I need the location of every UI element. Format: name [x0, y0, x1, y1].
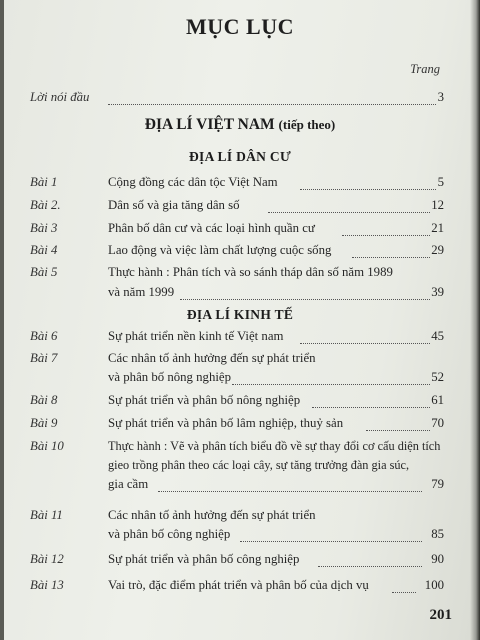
dot-leader	[318, 566, 422, 567]
toc-title: Cộng đồng các dân tộc Việt Nam	[108, 175, 278, 189]
toc-page: 61	[431, 393, 444, 407]
page-number: 201	[429, 607, 452, 623]
toc-entry	[0, 578, 480, 596]
dot-leader	[392, 592, 416, 593]
toc-label: Bài 13	[30, 578, 64, 592]
toc-label: Bài 2.	[30, 198, 61, 212]
dot-leader	[312, 407, 430, 408]
dot-leader	[180, 299, 430, 300]
toc-title-line2: gieo trồng phân theo các loại cây, sự tăng trưởng đàn gia súc,	[108, 458, 410, 472]
toc-page: 12	[431, 198, 444, 212]
dot-leader	[300, 343, 430, 344]
toc-page: 21	[431, 221, 444, 235]
toc-entry	[0, 175, 480, 193]
toc-label: Bài 12	[30, 552, 64, 566]
toc-title-line1: Các nhân tố ảnh hưởng đến sự phát triển	[108, 508, 316, 522]
toc-label: Bài 4	[30, 243, 58, 257]
toc-label: Bài 7	[30, 351, 58, 365]
toc-entry-continuation	[0, 477, 480, 495]
toc-page: 100	[424, 578, 444, 592]
toc-title: gia cầm	[108, 477, 149, 491]
toc-label: Bài 1	[30, 175, 58, 189]
toc-title: và phân bố nông nghiệp	[108, 370, 231, 384]
dot-leader	[232, 384, 430, 385]
toc-label: Bài 6	[30, 329, 58, 343]
toc-page: 39	[431, 285, 444, 299]
toc-title: và năm 1999	[108, 285, 175, 299]
toc-entry-continuation	[0, 458, 480, 476]
toc-page: 29	[431, 243, 444, 257]
section-heading-main-suffix: (tiếp theo)	[278, 117, 336, 132]
toc-page: 52	[431, 370, 444, 384]
toc-entry	[0, 243, 480, 261]
toc-title: Sự phát triển và phân bố lâm nghiệp, thuỷ sản	[108, 416, 344, 430]
toc-title: Phân bố dân cư và các loại hình quần cư	[108, 221, 315, 235]
toc-entry-continuation	[0, 527, 480, 545]
toc-entry	[0, 552, 480, 570]
dot-leader	[158, 491, 422, 492]
section-heading-population: ĐỊA LÍ DÂN CƯ	[188, 149, 292, 164]
toc-page: 5	[437, 175, 444, 189]
section-heading-main	[0, 116, 480, 134]
toc-title: Lao động và việc làm chất lượng cuộc sống	[108, 243, 332, 257]
toc-title-line1: Thực hành : Vẽ và phân tích biểu đồ về sự thay đổi cơ cấu diện tích	[108, 439, 441, 453]
toc-entry-continuation	[0, 285, 480, 303]
toc-title-line1: Thực hành : Phân tích và so sánh tháp dân số năm 1989	[108, 265, 393, 279]
toc-entry-continuation	[0, 370, 480, 388]
toc-title: và phân bố công nghiệp	[108, 527, 231, 541]
dot-leader	[352, 257, 430, 258]
dot-leader	[108, 104, 436, 105]
toc-label: Bài 9	[30, 416, 58, 430]
section-heading-economy: ĐỊA LÍ KINH TẾ	[186, 307, 294, 322]
toc-page: 85	[431, 527, 444, 541]
toc-label: Bài 8	[30, 393, 58, 407]
page-title: MỤC LỤC	[186, 14, 294, 39]
toc-label: Bài 5	[30, 265, 58, 279]
toc-title: Vai trò, đặc điểm phát triển và phân bố của dịch vụ	[108, 578, 369, 592]
page-column-label: Trang	[410, 62, 440, 76]
toc-page: 90	[431, 552, 444, 566]
section-heading-main-title: ĐỊA LÍ VIỆT NAM	[144, 116, 275, 133]
dot-leader	[268, 212, 430, 213]
toc-page: 3	[437, 90, 444, 104]
toc-entry	[0, 393, 480, 411]
toc-entry	[0, 416, 480, 434]
toc-entry-preface	[0, 90, 480, 108]
toc-entry	[0, 265, 480, 283]
toc-entry	[0, 221, 480, 239]
toc-title: Sự phát triển và phân bố công nghiệp	[108, 552, 300, 566]
toc-label: Bài 10	[30, 439, 64, 453]
toc-entry	[0, 508, 480, 526]
toc-page: 79	[431, 477, 444, 491]
dot-leader	[300, 189, 436, 190]
toc-page: 70	[431, 416, 444, 430]
dot-leader	[342, 235, 430, 236]
toc-entry	[0, 439, 480, 457]
toc-label: Lời nói đầu	[30, 90, 90, 104]
toc-entry	[0, 198, 480, 216]
dot-leader	[366, 430, 430, 431]
toc-title: Sự phát triển và phân bố nông nghiệp	[108, 393, 301, 407]
toc-label: Bài 11	[30, 508, 63, 522]
toc-label: Bài 3	[30, 221, 58, 235]
toc-title: Dân số và gia tăng dân số	[108, 198, 240, 212]
toc-page: 45	[431, 329, 444, 343]
toc-title-line1: Các nhân tố ảnh hưởng đến sự phát triển	[108, 351, 316, 365]
toc-title: Sự phát triển nền kinh tế Việt nam	[108, 329, 284, 343]
toc-entry	[0, 329, 480, 347]
dot-leader	[240, 541, 422, 542]
toc-entry	[0, 351, 480, 369]
